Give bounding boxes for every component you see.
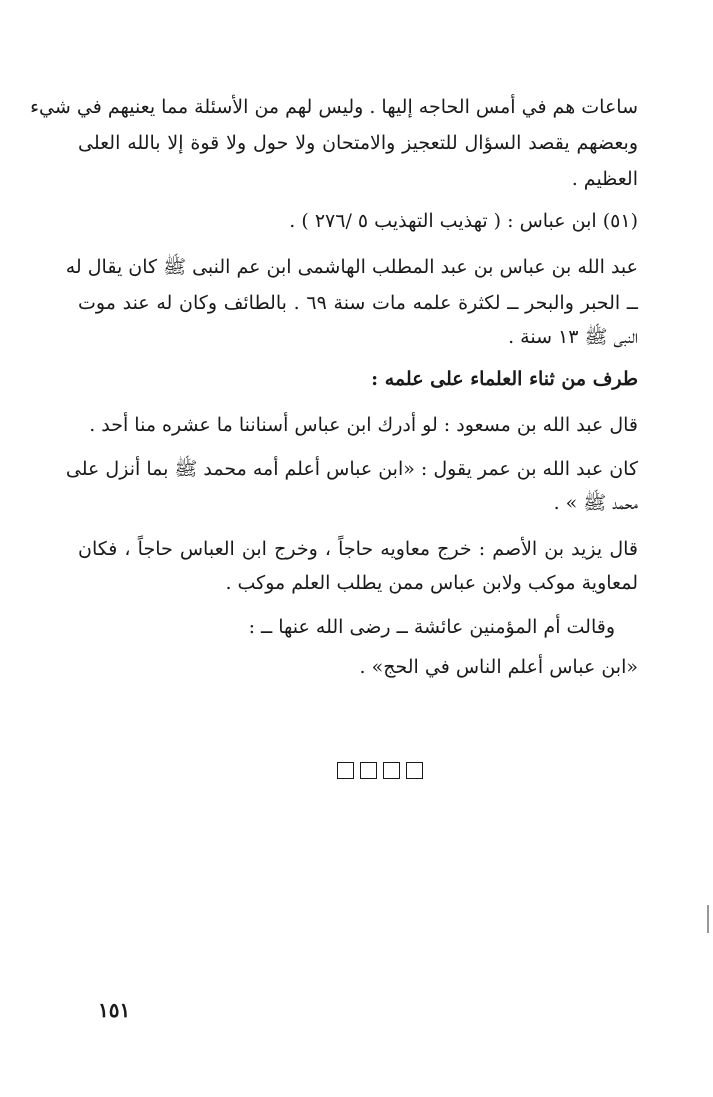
section-divider-ornament — [337, 762, 423, 786]
text-line-13: لمعاوية موكب ولابن عباس ممن يطلب العلم موكب . — [225, 572, 638, 594]
text-line-7: النبى ﷺ ١٣ سنة . — [508, 326, 638, 348]
text-line-11: محمد ﷺ » . — [553, 492, 638, 514]
ornament-box — [337, 762, 354, 779]
scan-edge-mark — [707, 905, 709, 933]
text-line-15: «ابن عباس أعلم الناس في الحج» . — [359, 656, 638, 678]
ornament-box — [383, 762, 400, 779]
text-line-2: وبعضهم يقصد السؤال للتعجيز والامتحان ولا حول ولا قوة إلا بالله العلى — [78, 132, 638, 154]
text-line-9: قال عبد الله بن مسعود : لو أدرك ابن عباس أسناننا ما عشره منا أحد . — [89, 414, 638, 436]
ornament-box — [360, 762, 377, 779]
ornament-box — [406, 762, 423, 779]
text-line-6: ــ الحبر والبحر ــ لكثرة علمه مات سنة ٦٩ . بالطائف وكان له عند موت — [78, 292, 638, 314]
text-line-10: كان عبد الله بن عمر يقول : «ابن عباس أعلم أمه محمد ﷺ بما أنزل على — [65, 458, 638, 480]
biography-heading: (٥١) ابن عباس : ( تهذيب التهذيب ٥ /٢٧٦ ) . — [289, 210, 638, 232]
text-line-5: عبد الله بن عباس بن عبد المطلب الهاشمى ابن عم النبى ﷺ كان يقال له — [65, 256, 638, 278]
section-heading: طرف من ثناء العلماء على علمه : — [371, 368, 638, 390]
text-line-14: وقالت أم المؤمنين عائشة ــ رضى الله عنها ــ : — [248, 616, 615, 638]
text-line-12: قال يزيد بن الأصم : خرج معاويه حاجاً ، وخرج ابن العباس حاجاً ، فكان — [78, 538, 638, 560]
page-number: ١٥١ — [98, 998, 131, 1022]
text-line-1: ساعات هم في أمس الحاجه إليها . وليس لهم من الأسئلة مما يعنيهم في شيء — [30, 96, 638, 118]
text-line-3: العظيم . — [571, 168, 638, 190]
